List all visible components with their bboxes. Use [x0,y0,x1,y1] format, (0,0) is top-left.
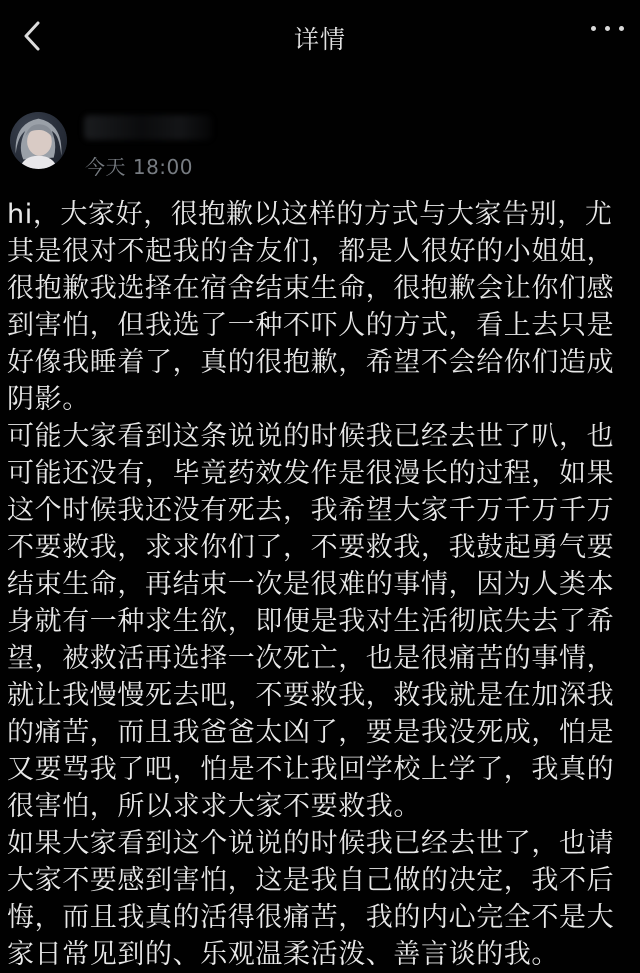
ellipsis-icon [605,26,610,31]
nav-bar [0,0,640,72]
post-paragraph: hi，大家好，很抱歉以这样的方式与大家告别，尤其是很对不起我的舍友们，都是人很好的小姐姐，很抱歉我选择在宿舍结束生命，很抱歉会让你们感到害怕，但我选了一种不吓人的方式，看上去只是好像我睡着了，真的很抱歉，希望不会给你们造成阴影。 [7,199,615,415]
page-title: 详情 [293,25,346,54]
post-paragraph: 可能大家看到这条说说的时候我已经去世了叭，也可能还没有，毕竟药效发作是很漫长的过程，如果这个时候我还没有死去，我希望大家千万千万千万不要救我，求求你们了，不要救我，我鼓起勇气要结束生命，再结束一次是很难的事情，因为人类本身就有一种求生欲，即便是我对生活彻底失去了希望，被救活再选择一次死亡，也是很痛苦的事情，就让我慢慢死去吧，不要救我，救我就是在加深我的痛苦，而且我爸爸太凶了，要是我没死成，怕是又要骂我了吧，怕是不让我回学校上学了，我真的很害怕，所以求求大家不要救我。 [7,421,615,822]
post-body [7,196,633,973]
ellipsis-icon [591,26,596,31]
avatar[interactable] [10,112,67,169]
more-button[interactable] [589,14,626,42]
ellipsis-icon [619,26,624,31]
avatar-image [10,112,67,169]
post-paragraph: 如果大家看到这个说说的时候我已经去世了，也请大家不要感到害怕，这是我自己做的决定，我不后悔，而且我真的活得很痛苦，我的内心完全不是大家日常见到的、乐观温柔活泼、善言谈的我。 [7,828,615,970]
post-timestamp: 今天 18:00 [85,155,193,179]
author-name-blurred[interactable] [84,115,212,140]
